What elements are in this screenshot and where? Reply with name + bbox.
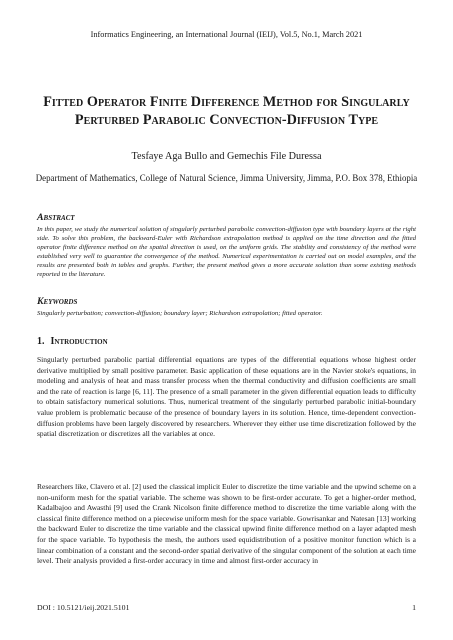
introduction-heading xyxy=(37,336,108,347)
paper-authors: Tesfaye Aga Bullo and Gemechis File Duressa xyxy=(131,151,322,162)
abstract-text: In this paper, we study the numerical solution of singularly perturbed parabolic convection-diffusion type with boundary layers at the right side. To solve this problem, the backward-Euler with Richardson extrapolation method is applied on the time direction and the fitted operator finite difference method on the spatial direction is used, on the uniform grids. The stability and consistency of the method were established very well to guarantee the convergence of the method. Numerical experimentation is carried out on model examples, and the results are presented both in tables and graphs. Further, the present method gives a more accurate solution than some existing methods reported in the literature. xyxy=(37,226,416,279)
footer-page-number: 1 xyxy=(412,603,416,612)
introduction-paragraph-1: Singularly perturbed parabolic partial differential equations are types of the differential equations whose highest order derivative multiplied by small positive parameter. Basic application of these equations are in the Navier stoke's equations, in modeling and analysis of heat and mass transfer process when the thermal conductivity and diffusion coefficients are small and the rate of reaction is large [6, 11]. The presence of a small parameter in the given differential equation leads to difficulty to obtain satisfactory numerical solutions. Thus, numerical treatment of the singularly perturbed parabolic initial-boundary value problem is problematic because of the presence of boundary layers in its solution. Hence, time-dependent convection-diffusion problems have been largely discovered by researchers. Wherever they either use time discretization followed by the spatial discretization or discretizes all the variables at once. xyxy=(37,355,416,439)
abstract-heading: Abstract xyxy=(37,212,75,223)
section-title: Introduction xyxy=(50,336,108,347)
keywords-text: Singularly perturbation; convection-diffusion; boundary layer; Richardson extrapolation; fitted operator. xyxy=(37,310,323,317)
journal-running-header: Informatics Engineering, an International Journal (IEIJ), Vol.5, No.1, March 2021 xyxy=(90,30,363,39)
keywords-heading: Keywords xyxy=(37,296,78,307)
paper-title: Fitted Operator Finite Difference Method for Singularly Perturbed Parabolic Convection-Diffusion Type xyxy=(43,94,410,128)
section-number: 1. xyxy=(37,336,45,347)
introduction-paragraph-2: Researchers like, Clavero et al. [2] used the classical implicit Euler to discretize the time variable and the upwind scheme on a non-uniform mesh for the spatial variable. The scheme was shown to be first-order accurate. To get a higher-order method, Kadalbajoo and Awasthi [9] used the Crank Nicolson finite difference method to discretize the time variable along with the classical finite difference method on a piecewise uniform mesh for the space variable. Gowrisankar and Natesan [13] working the backward Euler to discretize the time variable and the classical upwind finite difference method on a layer adapted mesh for the space variable. To hypothesis the mesh, the authors used equidistribution of a positive monitor function which is a linear combination of a constant and the second-order spatial derivative of the singular component of the solution at each time level. Their analysis provided a first-order accuracy in time and almost first-order accuracy in xyxy=(37,482,416,566)
footer-doi: DOI : 10.5121/ieij.2021.5101 xyxy=(37,603,130,612)
paper-affiliation: Department of Mathematics, College of Natural Science, Jimma University, Jimma, P.O. Box 378, Ethiopia xyxy=(35,173,418,183)
